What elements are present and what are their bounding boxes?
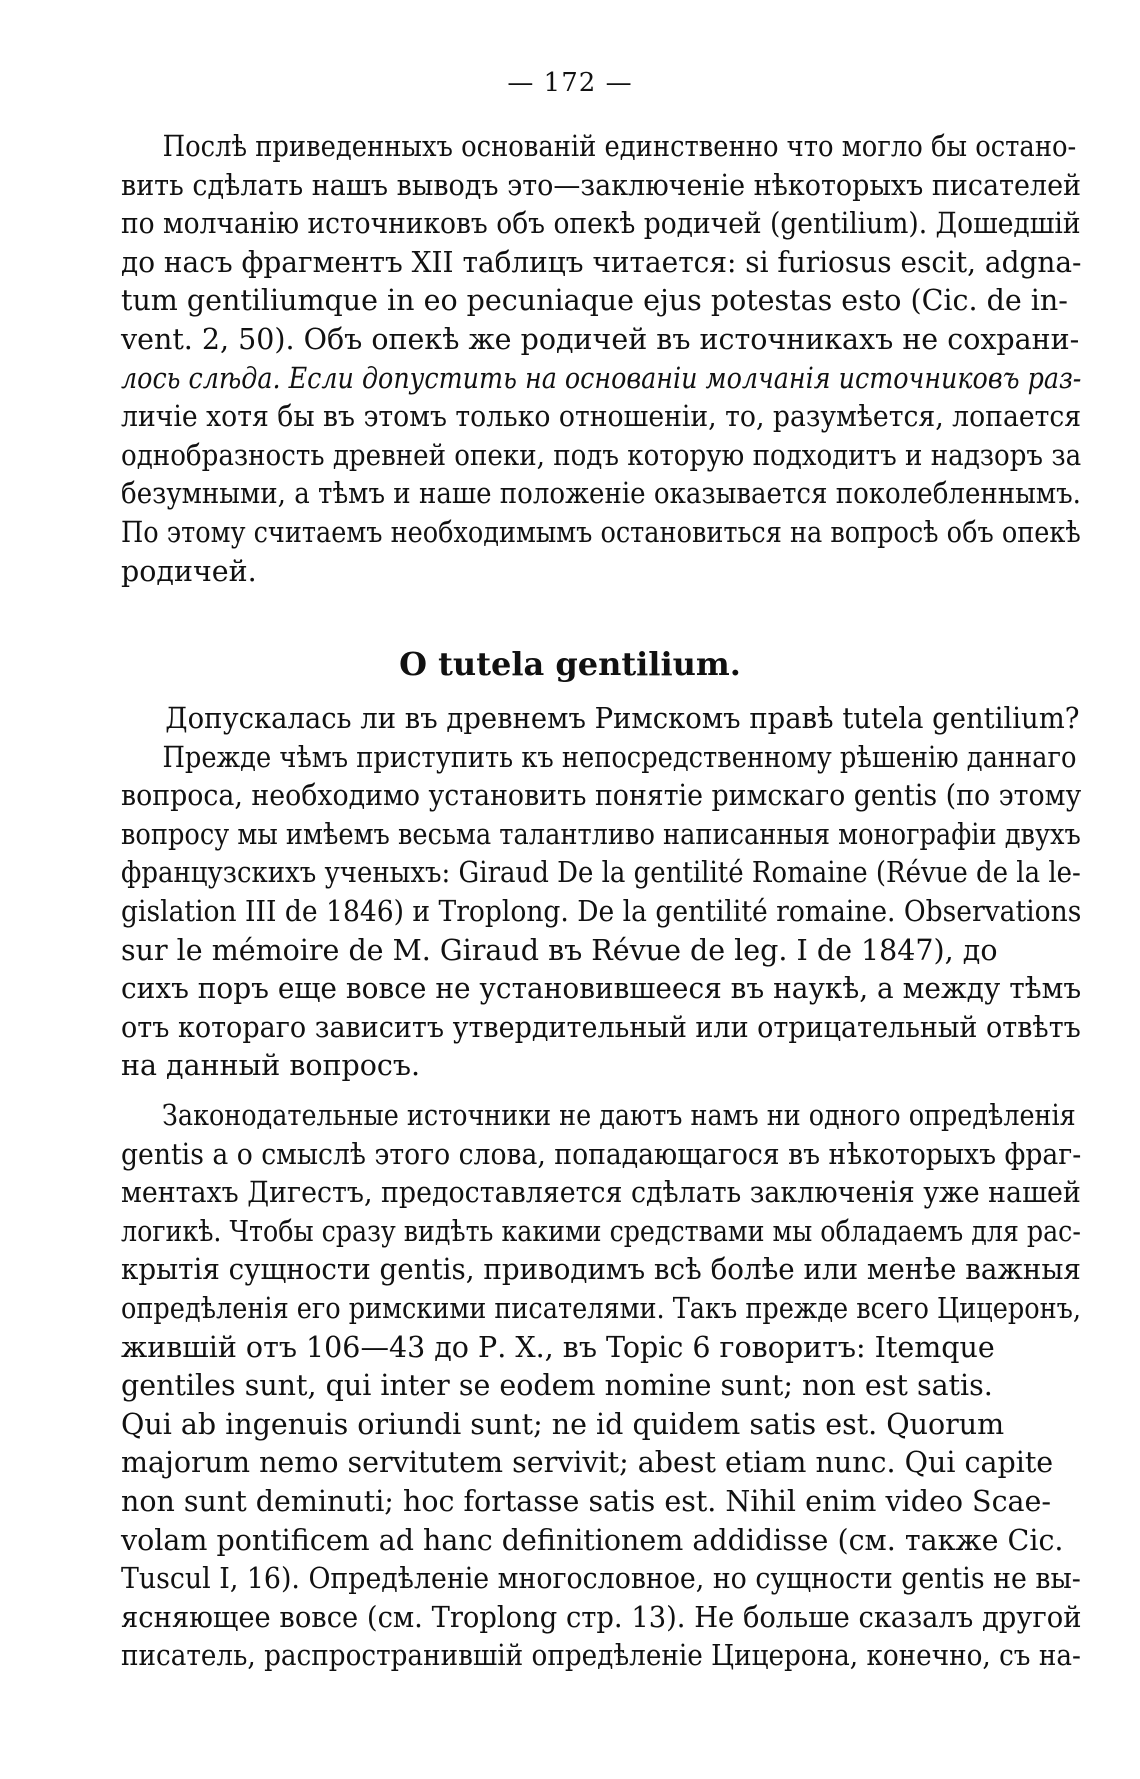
text-line: gislation III de 1846) и Troplong. De la gentilité romaine. Observations [121, 894, 1082, 928]
text-line: Допускалась ли въ древнемъ Римскомъ правѣ tutela gentilium? [165, 702, 1080, 735]
paragraph-2 [121, 700, 1081, 1086]
text-line: sur le mémoire de M. Giraud въ Révue de leg. I de 1847), до [121, 933, 998, 967]
page-number: — 172 — [507, 68, 633, 98]
text-line: По этому считаемъ необходимымъ остановиться на вопросѣ объ опекѣ [121, 515, 1081, 549]
text-line: вопросу мы имѣемъ весьма талантливо написанныя монографіи двухъ [121, 817, 1081, 851]
text-line: Прежде чѣмъ приступить къ непосредственному рѣшенію даннаго [162, 740, 1077, 774]
text-line: сихъ поръ еще вовсе не установившееся въ наукѣ, а между тѣмъ [121, 972, 1082, 1006]
text-line: volam pontificem ad hanc definitionem addidisse (см. также Cic. [121, 1523, 1064, 1557]
text-line: Законодательные источники не даютъ намъ ни одного опредѣленія [162, 1099, 1076, 1132]
text-line: отъ котораго зависитъ утвердительный или отрицательный отвѣтъ [121, 1010, 1081, 1044]
text-line: Послѣ приведенныхъ основаній единственно что могло бы остано- [162, 130, 1077, 163]
text-line: majorum nemo servitutem servivit; abest etiam nunc. Qui capite [121, 1446, 1054, 1480]
text-line: ясняющее вовсе (см. Troplong стр. 13). Не больше сказалъ другой [121, 1600, 1082, 1634]
text-line: vent. 2, 50). Объ опекѣ же родичей въ источникахъ не сохрани- [121, 322, 1080, 356]
text-line: жившій отъ 106—43 до Р. Х., въ Topic 6 говоритъ: Itemque [121, 1330, 995, 1364]
text-line: писатель, распространившій опредѣленіе Цицерона, конечно, съ на- [121, 1639, 1081, 1673]
text-line: gentis а о смыслѣ этого слова, попадающагося въ нѣкоторыхъ фраг- [121, 1137, 1082, 1171]
text-line: однобразность древней опеки, подъ которую подходитъ и надзоръ за [121, 438, 1082, 472]
text-line: опредѣленія его римскими писателями. Такъ прежде всего Цицеронъ, [121, 1291, 1081, 1325]
text-line: ментахъ Дигестъ, предоставляется сдѣлать заключенія уже нашей [121, 1176, 1081, 1210]
text-line: крытія сущности gentis, приводимъ всѣ болѣе или менѣе важныя [121, 1253, 1081, 1287]
text-line: tum gentiliumque in eo pecuniaque ejus potestas esto (Cic. de in- [121, 284, 1068, 318]
text-line: вопроса, необходимо установить понятіе римскаго gentis (по этому [121, 779, 1082, 813]
text-line: личіе хотя бы въ этомъ только отношеніи, то, разумѣется, лопается [121, 400, 1082, 434]
text-line: Qui ab ingenuis oriundi sunt; ne id quidem satis est. Quorum [121, 1407, 1005, 1441]
text-line: вить сдѣлать нашъ выводъ это—заключеніе нѣкоторыхъ писателей [121, 168, 1082, 202]
section-heading: О tutela gentilium. [399, 645, 741, 683]
text-line: на данный вопросъ. [121, 1049, 421, 1083]
text-line: до насъ фрагментъ XII таблицъ читается: si furiosus escit, adgna- [121, 245, 1082, 279]
text-line: лось слѣда. Если допустить на основаніи молчанія источниковъ раз- [121, 361, 1082, 395]
text-line: французскихъ ученыхъ: Giraud De la gentilité Romaine (Révue de la le- [121, 856, 1081, 890]
text-line: по молчанію источниковъ объ опекѣ родичей (gentilium). Дошедшій [121, 207, 1081, 241]
text-line: non sunt deminuti; hoc fortasse satis est. Nihil enim video Scae- [121, 1484, 1052, 1518]
text-line: gentiles sunt, qui inter se eodem nomine sunt; non est satis. [121, 1369, 993, 1403]
text-line: безумными, а тѣмъ и наше положеніе оказывается поколебленнымъ. [121, 477, 1081, 511]
paragraph-1 [121, 128, 1081, 591]
text-line: логикѣ. Чтобы сразу видѣть какими средствами мы обладаемъ для рас- [121, 1214, 1081, 1248]
paragraph-3 [121, 1097, 1081, 1676]
text-line: Tuscul I, 16). Опредѣленіе многословное, но сущности gentis не вы- [121, 1562, 1081, 1596]
text-line: родичей. [121, 554, 257, 588]
